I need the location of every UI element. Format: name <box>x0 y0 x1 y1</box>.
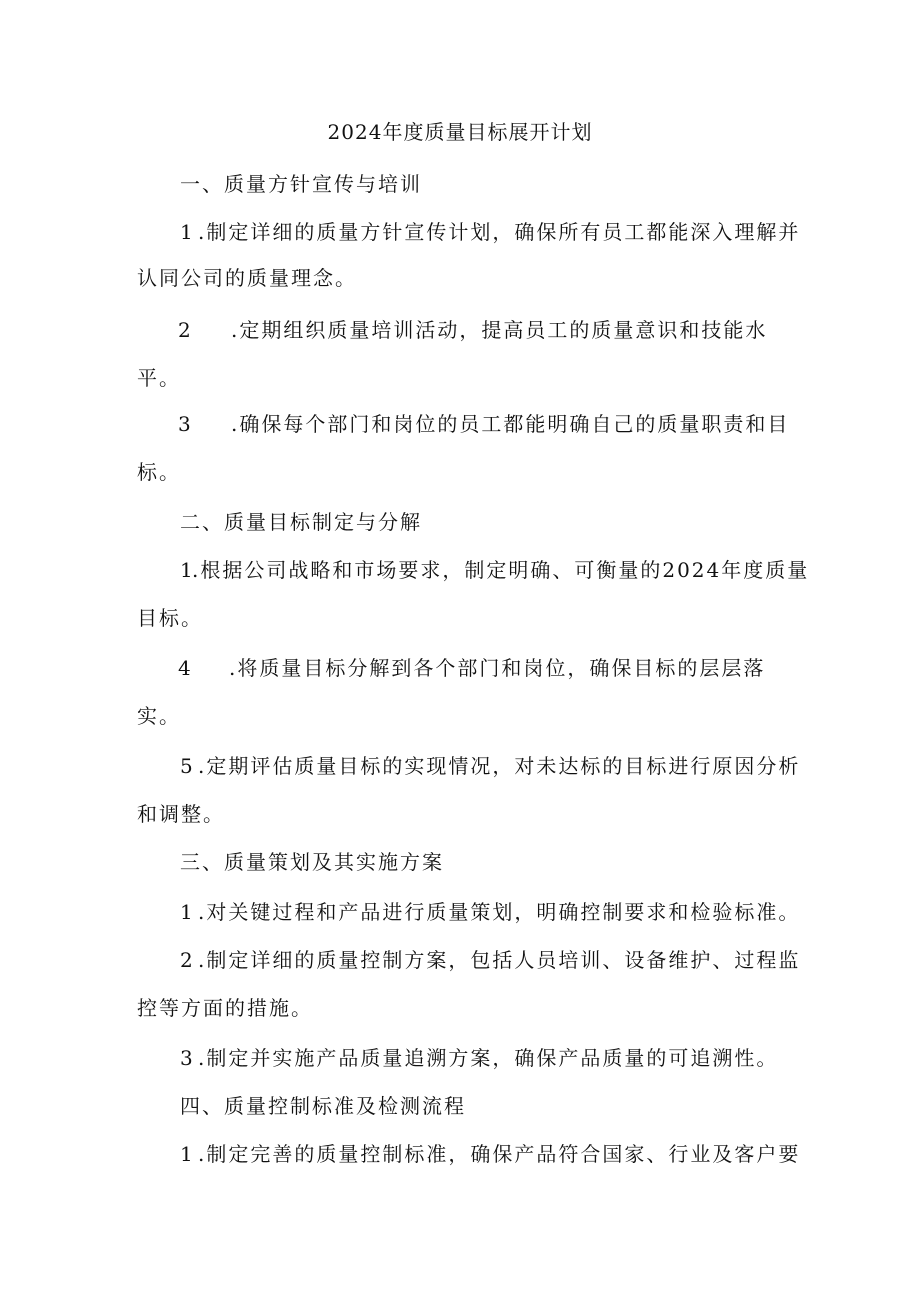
item-number: 1 <box>180 900 193 924</box>
item-number: 1 <box>180 558 193 582</box>
item-text: .制定详细的质量方针宣传计划，确保所有员工都能深入理解并 <box>198 220 801 244</box>
item-text: .制定并实施产品质量追溯方案，确保产品质量的可追溯性。 <box>198 1046 779 1070</box>
section-heading: 三、质量策划及其实施方案 <box>180 850 444 874</box>
item-continuation: 实。 <box>137 704 181 728</box>
section-heading: 四、质量控制标准及检测流程 <box>180 1094 466 1118</box>
item-text: .定期组织质量培训活动，提高员工的质量意识和技能水 <box>231 318 768 342</box>
document-title: 2024年度质量目标展开计划 <box>327 120 593 144</box>
section-heading: 一、质量方针宣传与培训 <box>180 172 422 196</box>
item-continuation: 控等方面的措施。 <box>137 996 313 1020</box>
item-continuation: 和调整。 <box>137 802 225 826</box>
item-continuation: 标。 <box>137 460 181 484</box>
item-number: 3 <box>180 1046 193 1070</box>
item-number: 2 <box>178 318 191 342</box>
item-number: 5 <box>180 754 193 778</box>
item-text: .定期评估质量目标的实现情况，对未达标的目标进行原因分析 <box>198 754 801 778</box>
item-number: 3 <box>178 412 191 436</box>
section-heading: 二、质量目标制定与分解 <box>180 510 422 534</box>
item-continuation: 目标。 <box>137 606 203 630</box>
item-text: .将质量目标分解到各个部门和岗位，确保目标的层层落 <box>229 656 766 680</box>
item-text: .制定完善的质量控制标准，确保产品符合国家、行业及客户要 <box>198 1142 801 1166</box>
item-continuation: 认同公司的质量理念。 <box>137 266 357 290</box>
item-text: .根据公司战略和市场要求，制定明确、可衡量的2024年度质量 <box>192 558 810 582</box>
item-number: 4 <box>178 656 191 680</box>
item-text: .制定详细的质量控制方案，包括人员培训、设备维护、过程监 <box>198 948 801 972</box>
item-text: .对关键过程和产品进行质量策划，明确控制要求和检验标准。 <box>198 900 801 924</box>
item-text: .确保每个部门和岗位的员工都能明确自己的质量职责和目 <box>231 412 790 436</box>
item-number: 2 <box>180 948 193 972</box>
item-continuation: 平。 <box>137 366 181 390</box>
item-number: 1 <box>180 220 193 244</box>
item-number: 1 <box>180 1142 193 1166</box>
